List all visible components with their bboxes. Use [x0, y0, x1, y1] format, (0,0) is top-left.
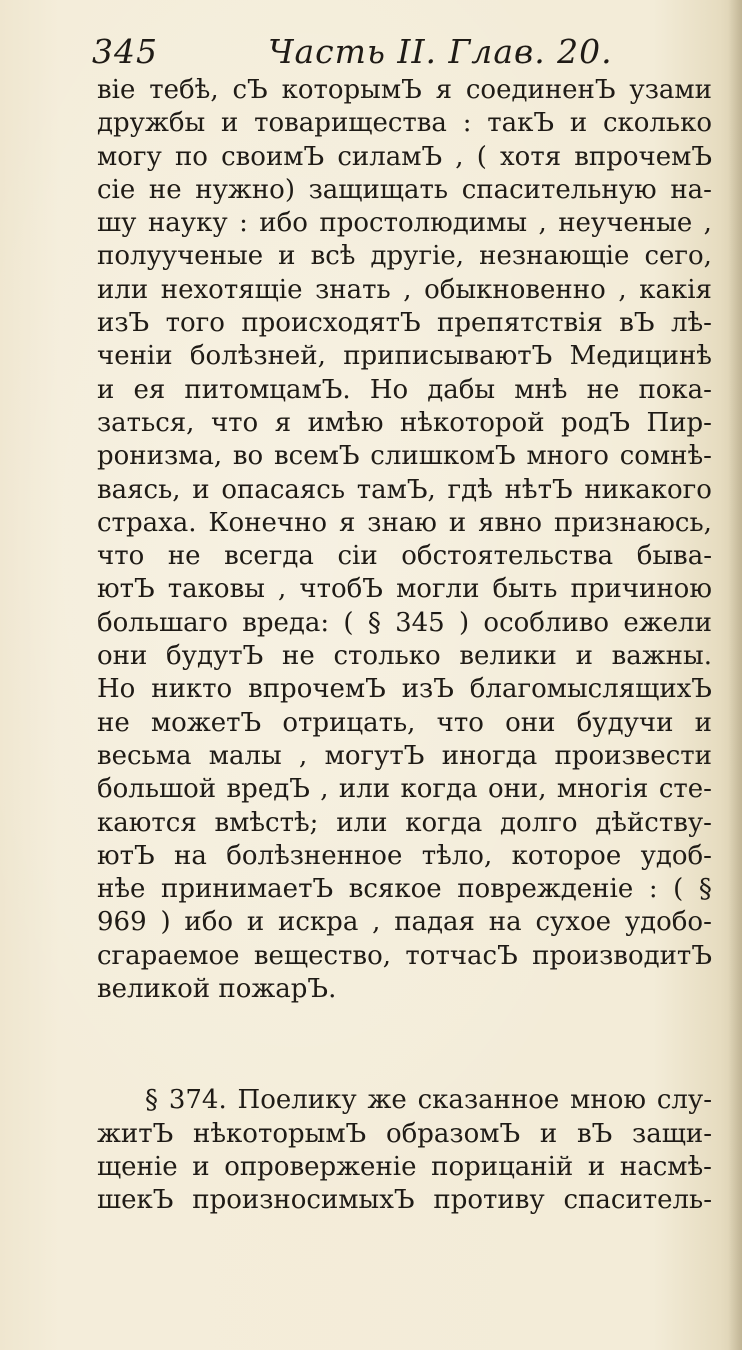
- text-line: ютЪ на болѣзненное тѣло, которое удоб-: [97, 840, 712, 871]
- text-line: ютЪ таковы , чтобЪ могли быть причиною: [97, 574, 712, 605]
- text-line: житЪ нѣкоторымЪ образомЪ и вЪ защи-: [97, 1118, 712, 1149]
- text-line: 969 ) ибо и искра , падая на сухое удобо-: [97, 907, 712, 938]
- paragraph-2: [97, 1084, 712, 1217]
- text-line: или нехотящіе знать , обыкновенно , какія: [97, 274, 712, 305]
- body-text: [97, 74, 712, 1218]
- text-line: віе тебѣ, сЪ которымЪ я соединенЪ узами: [97, 75, 712, 105]
- text-line: сгараемое вещество, тотчасЪ производитЪ: [97, 940, 712, 971]
- text-line: сіе не нужно) защищать спасительную на-: [97, 174, 712, 205]
- text-line: изЪ того происходятЪ препятствія вЪ лѣ-: [97, 308, 712, 339]
- text-line: и ея питомцамЪ. Но дабы мнѣ не пока-: [97, 374, 712, 405]
- text-line: ченіи болѣзней, приписываютЪ Медицинѣ: [97, 341, 712, 372]
- text-line: большаго вреда: ( § 345 ) особливо ежели: [97, 607, 712, 638]
- text-line: дружбы и товарищества : такЪ и сколько: [97, 108, 712, 139]
- text-line: большой вредЪ , или когда они, многія сте-: [97, 774, 712, 805]
- text-line: заться, что я имѣю нѣкоторой родЪ Пир-: [97, 407, 712, 438]
- text-line: щеніе и опроверженіе порицаній и насмѣ-: [97, 1151, 712, 1182]
- text-line: могу по своимЪ силамЪ , ( хотя впрочемЪ: [97, 141, 712, 172]
- text-line: великой пожарЪ.: [97, 974, 337, 1005]
- text-line: ронизма, во всемЪ слишкомЪ много сомнѣ-: [97, 441, 712, 472]
- text-line: они будутЪ не столько велики и важны.: [97, 641, 712, 672]
- text-line: Но никто впрочемЪ изЪ благомыслящихЪ: [97, 674, 712, 705]
- text-line: § 374. Поелику же сказанное мною слу-: [145, 1085, 712, 1116]
- page-number: 345: [92, 32, 158, 71]
- text-line: нѣе принимаетЪ всякое поврежденіе : ( §: [97, 874, 712, 905]
- text-line: не можетЪ отрицать, что они будучи и: [97, 707, 712, 738]
- text-line: каются вмѣстѣ; или когда долго дѣйству-: [97, 807, 712, 838]
- text-line: шу науку : ибо простолюдимы , неученые ,: [97, 208, 712, 239]
- text-line: что не всегда сіи обстоятельства быва-: [97, 541, 712, 572]
- text-line: страха. Конечно я знаю и явно признаюсь,: [97, 507, 712, 538]
- text-line: ваясь, и опасаясь тамЪ, гдѣ нѣтЪ никакого: [97, 474, 712, 505]
- running-title: Часть II. Глав. 20.: [268, 32, 613, 71]
- paragraph-gap: [97, 1006, 712, 1084]
- text-line: полуученые и всѣ другіе, незнающіе сего,: [97, 241, 712, 272]
- text-line: весьма малы , могутЪ иногда произвести: [97, 740, 712, 771]
- text-line: шекЪ произносимыхЪ противу спаситель-: [97, 1185, 712, 1216]
- page-edge-shadow: [728, 0, 742, 1350]
- page-header: [92, 22, 712, 78]
- paragraph-1: [97, 74, 712, 1006]
